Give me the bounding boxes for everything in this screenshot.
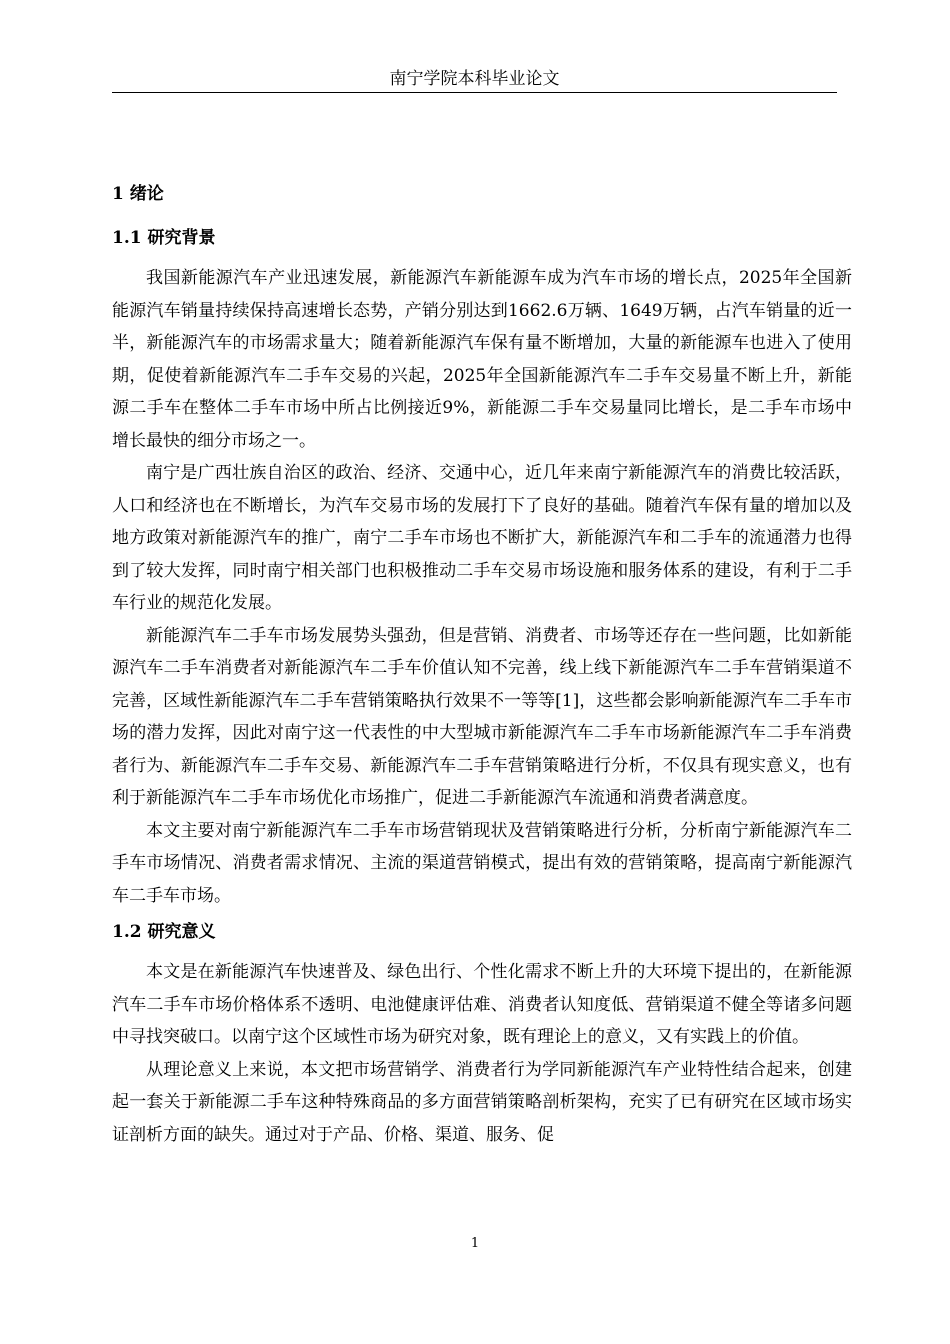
running-header: 南宁学院本科毕业论文 <box>389 69 560 89</box>
section-heading-research-background: 1.1 研究背景 <box>112 228 216 248</box>
section-body-research-significance <box>112 956 852 1151</box>
page-number: 1 <box>470 1236 480 1251</box>
section-body-research-background <box>112 262 852 912</box>
chapter-heading: 1 绪论 <box>112 184 164 204</box>
paragraph: 新能源汽车二手车市场发展势头强劲，但是营销、消费者、市场等还存在一些问题，比如新能源汽车二手车消费者对新能源汽车二手车价值认知不完善，线上线下新能源汽车二手车营销渠道不完善，区域性新能源汽车二手车营销策略执行效果不一等等[1]，这些都会影响新能源汽车二手车市场的潜力发挥，因此对南宁这一代表性的中大型城市新能源汽车二手车市场新能源汽车二手车消费者行为、新能源汽车二手车交易、新能源汽车二手车营销策略进行分析，不仅具有现实意义，也有利于新能源汽车二手车市场优化市场推广，促进二手新能源汽车流通和消费者满意度。 <box>112 625 852 808</box>
paragraph: 我国新能源汽车产业迅速发展，新能源汽车新能源车成为汽车市场的增长点，2025年全国新能源汽车销量持续保持高速增长态势，产销分别达到1662.6万辆、1649万辆，占汽车销量的近一半，新能源汽车的市场需求量大；随着新能源汽车保有量不断增加，大量的新能源车也进入了使用期，促使着新能源汽车二手车交易的兴起，2025年全国新能源汽车二手车交易量不断上升，新能源二手车在整体二手车市场中所占比例接近9%，新能源二手车交易量同比增长，是二手车市场中增长最快的细分市场之一。 <box>112 268 852 451</box>
paragraph: 本文主要对南宁新能源汽车二手车市场营销现状及营销策略进行分析，分析南宁新能源汽车二手车市场情况、消费者需求情况、主流的渠道营销模式，提出有效的营销策略，提高南宁新能源汽车二手车市场。 <box>112 820 852 906</box>
header-rule <box>112 92 837 93</box>
paragraph: 南宁是广西壮族自治区的政治、经济、交通中心，近几年来南宁新能源汽车的消费比较活跃，人口和经济也在不断增长，为汽车交易市场的发展打下了良好的基础。随着汽车保有量的增加以及地方政策对新能源汽车的推广，南宁二手车市场也不断扩大，新能源汽车和二手车的流通潜力也得到了较大发挥，同时南宁相关部门也积极推动二手车交易市场设施和服务体系的建设，有利于二手车行业的规范化发展。 <box>112 463 852 613</box>
paragraph: 从理论意义上来说，本文把市场营销学、消费者行为学同新能源汽车产业特性结合起来，创建起一套关于新能源二手车这种特殊商品的多方面营销策略剖析架构，充实了已有研究在区域市场实证剖析方面的缺失。通过对于产品、价格、渠道、服务、促 <box>112 1059 852 1145</box>
page-body <box>112 178 852 1155</box>
paragraph: 本文是在新能源汽车快速普及、绿色出行、个性化需求不断上升的大环境下提出的，在新能源汽车二手车市场价格体系不透明、电池健康评估难、消费者认知度低、营销渠道不健全等诸多问题中寻找突破口。以南宁这个区域性市场为研究对象，既有理论上的意义，又有实践上的价值。 <box>112 962 852 1047</box>
section-heading-research-significance: 1.2 研究意义 <box>112 922 216 942</box>
